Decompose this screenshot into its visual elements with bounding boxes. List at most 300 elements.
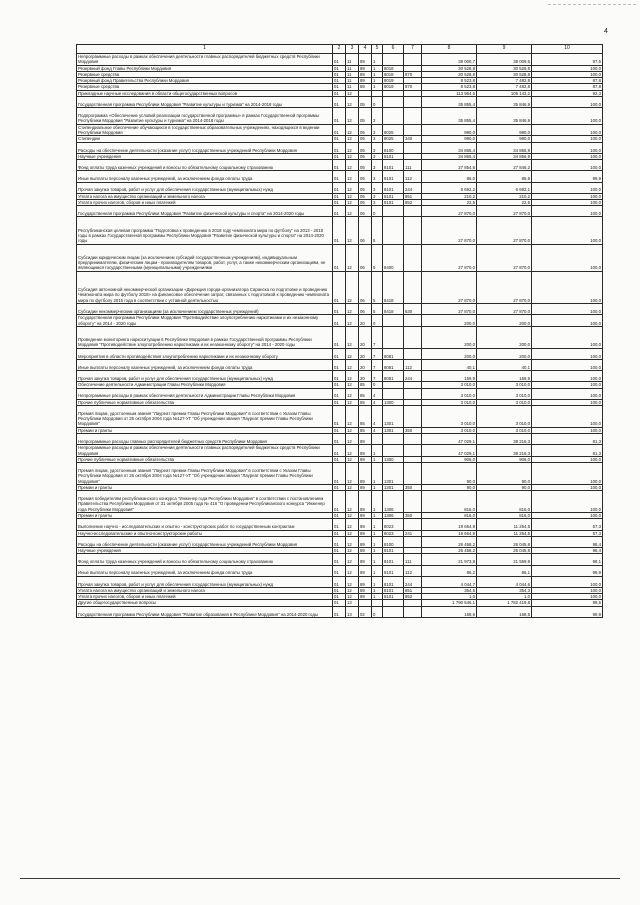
section-code: 01 (333, 606, 346, 617)
expense-type-code: 852 (404, 200, 422, 206)
execution-percent: 100,0 (532, 108, 603, 125)
program-code: 89 (359, 554, 372, 565)
subsection-code: 12 (346, 142, 359, 153)
program-code: 89 (359, 463, 372, 485)
program-code: 89 (359, 54, 372, 66)
execution-percent: 100,0 (532, 359, 603, 370)
section-code: 01 (333, 405, 346, 427)
subprogram-code: 7 (372, 326, 383, 348)
execution-percent: 92,3 (532, 90, 603, 96)
planned-amount: 200,0 (422, 326, 477, 348)
program-code: 85 (359, 382, 372, 388)
subprogram-code: 1 (372, 519, 383, 530)
executed-amount: 30 528,8 (477, 71, 532, 77)
row-name: Прочие публичные нормативные обязательства (77, 399, 333, 405)
direction-code: 8101 (383, 182, 404, 193)
planned-amount: 47 029,1 (422, 434, 477, 445)
section-code: 01 (333, 427, 346, 433)
subprogram-code: 7 (372, 348, 383, 359)
planned-amount: 21 973,8 (422, 554, 477, 565)
execution-percent: 57,3 (532, 519, 603, 530)
scan-artifact-line (548, 4, 636, 5)
section-code: 01 (333, 536, 346, 547)
planned-amount: 906,0 (422, 456, 477, 462)
program-code: 89 (359, 536, 372, 547)
execution-percent: 100,0 (532, 65, 603, 71)
expense-type-code (404, 326, 422, 348)
planned-amount: 19 664,9 (422, 519, 477, 530)
row-name: Государственная программа Республики Мордовия "Развитие культуры и туризма" на 2014-2018 годы (77, 97, 333, 108)
section-code: 01 (333, 445, 346, 457)
subprogram-code: 3 (372, 142, 383, 153)
subprogram-code: 3 (372, 160, 383, 171)
program-code: 05 (359, 97, 372, 108)
execution-percent: 97,5 (532, 54, 603, 66)
program-code: 89 (359, 65, 372, 71)
section-code: 01 (333, 315, 346, 327)
execution-percent: 87,8 (532, 84, 603, 90)
program-code: 89 (359, 491, 372, 513)
execution-percent: 100,0 (532, 182, 603, 193)
page-number: 4 (604, 28, 608, 35)
section-code: 01 (333, 193, 346, 199)
program-code: 89 (359, 84, 372, 90)
subprogram-code: 1 (372, 548, 383, 554)
direction-code: 8023 (383, 530, 404, 536)
program-code: 20 (359, 371, 372, 382)
executed-amount: 38 216,3 (477, 434, 532, 445)
planned-amount: 90,0 (422, 463, 477, 485)
subprogram-code: 0 (372, 606, 383, 617)
direction-code (383, 445, 404, 457)
column-header-2: 2 (333, 45, 346, 54)
subsection-code: 12 (346, 388, 359, 399)
table-row (77, 519, 603, 530)
row-name: Научные учреждения (77, 153, 333, 159)
executed-amount: 35 846,9 (477, 97, 532, 108)
planned-amount: 990,0 (422, 124, 477, 136)
direction-code (383, 434, 404, 445)
executed-amount: 816,0 (477, 491, 532, 513)
execution-percent: 100,0 (532, 142, 603, 153)
row-name: Фонд оплаты труда казенных учреждений и взносы по обязательному социальному страхованию (77, 554, 333, 565)
program-code: 89 (359, 548, 372, 554)
planned-amount: 159,9 (422, 371, 477, 382)
program-code: 06 (359, 206, 372, 217)
section-code: 01 (333, 576, 346, 587)
subsection-code: 12 (346, 587, 359, 593)
executed-amount: 168,5 (477, 606, 532, 617)
section-code: 01 (333, 456, 346, 462)
subsection-code: 12 (346, 153, 359, 159)
direction-code: 1306 (383, 491, 404, 513)
row-name: Непрограммные расходы в рамках обеспечения деятельности главных распорядителей бюджетных средств Республики Мордовия (77, 54, 333, 66)
executed-amount: 105 143,2 (477, 90, 532, 96)
row-name: Иные выплаты персоналу казенных учреждений, за исключением фонда оплаты труда (77, 565, 333, 576)
section-code: 01 (333, 65, 346, 71)
subsection-code: 12 (346, 463, 359, 485)
direction-code: 8081 (383, 371, 404, 382)
planned-amount: 27 854,6 (422, 160, 477, 171)
direction-code: 8101 (383, 548, 404, 554)
expense-type-code (404, 463, 422, 485)
program-code: 89 (359, 576, 372, 587)
section-code: 01 (333, 359, 346, 370)
execution-percent: 100,0 (532, 405, 603, 427)
subprogram-code: 3 (372, 136, 383, 142)
program-code: 06 (359, 271, 372, 303)
table-row (77, 54, 603, 66)
row-name: Научные учреждения (77, 548, 333, 554)
subsection-code: 12 (346, 315, 359, 327)
program-code: 05 (359, 200, 372, 206)
section-code: 01 (333, 244, 346, 271)
planned-amount: 113 964,5 (422, 90, 477, 96)
program-code: 06 (359, 217, 372, 244)
direction-code: 8081 (383, 359, 404, 370)
subsection-code: 12 (346, 456, 359, 462)
direction-code: 8101 (383, 554, 404, 565)
executed-amount: 6 692,1 (477, 182, 532, 193)
direction-code: 8019 (383, 84, 404, 90)
executed-amount: 90,0 (477, 463, 532, 485)
column-header-3: 3 (346, 45, 359, 54)
section-code: 01 (333, 171, 346, 182)
executed-amount: 7 482,8 (477, 84, 532, 90)
expense-type-code (404, 271, 422, 303)
subprogram-code: 3 (372, 124, 383, 136)
execution-percent: 100,0 (532, 153, 603, 159)
column-header-9: 9 (477, 45, 532, 54)
planned-amount: 26 458,2 (422, 548, 477, 554)
subsection-code: 12 (346, 160, 359, 171)
program-code: 85 (359, 427, 372, 433)
section-code: 01 (333, 160, 346, 171)
expense-type-code (404, 108, 422, 125)
row-name: Государственная программа Республики Мордовия "Противодействие злоупотреблению наркотиками и их незаконному обороту" на 2014 - 2020 годы (77, 315, 333, 327)
subprogram-code: 1 (372, 456, 383, 462)
planned-amount: 6 692,2 (422, 182, 477, 193)
execution-percent: 100,0 (532, 348, 603, 359)
row-name: Прочая закупка товаров, работ и услуг для обеспечения государственных (муниципальных) нужд (77, 182, 333, 193)
expense-type-code: 244 (404, 371, 422, 382)
subsection-code: 12 (346, 182, 359, 193)
table-row (77, 606, 603, 617)
subprogram-code: 4 (372, 427, 383, 433)
program-code: 89 (359, 519, 372, 530)
expense-type-code (404, 606, 422, 617)
planned-amount: 816,0 (422, 513, 477, 519)
section-code: 01 (333, 587, 346, 593)
planned-amount: 27 870,0 (422, 304, 477, 315)
column-header-8: 8 (422, 45, 477, 54)
subsection-code: 12 (346, 206, 359, 217)
expense-type-code: 350 (404, 427, 422, 433)
subprogram-code: 4 (372, 399, 383, 405)
row-name: Государственная программа Республики Мордовия "Развитие образования в Республике Мордовия" на 2014-2020 годы (77, 606, 333, 617)
row-name: Другие общегосударственные вопросы (77, 600, 333, 606)
direction-code: 8418 (383, 271, 404, 303)
subprogram-code: 5 (372, 217, 383, 244)
table-row (77, 206, 603, 217)
row-name: Стипендиальное обеспечение обучающихся в государственных образовательных учреждениях, находящихся в ведении Республики Мордовия (77, 124, 333, 136)
table-row (77, 359, 603, 370)
table-row (77, 445, 603, 457)
section-code: 01 (333, 108, 346, 125)
direction-code: 1301 (383, 463, 404, 485)
program-code: 89 (359, 445, 372, 457)
expense-type-code (404, 217, 422, 244)
direction-code: 8019 (383, 78, 404, 84)
row-name: Премия лицам, удостоенным звания "Лауреат премии Главы Республики Мордовия" в соответствии с Указом Главы Республики Мордовия от 26 октября 2004 года №127-УГ "Об учреждении звания "Лауреат премии Главы Республики Мордовия" (77, 405, 333, 427)
column-header-1: 1 (77, 45, 333, 54)
subprogram-code: 1 (372, 54, 383, 66)
section-code: 01 (333, 271, 346, 303)
execution-percent: 100,0 (532, 576, 603, 587)
section-code: 01 (333, 153, 346, 159)
row-name: Иные выплаты персоналу казенных учреждений, за исключением фонда оплаты труда (77, 171, 333, 182)
program-code: 89 (359, 587, 372, 593)
planned-amount: 200,0 (422, 348, 477, 359)
subsection-code: 12 (346, 519, 359, 530)
executed-amount: 38 009,6 (477, 54, 532, 66)
executed-amount: 3 010,0 (477, 405, 532, 427)
direction-code: 8025 (383, 136, 404, 142)
expense-type-code: 630 (404, 304, 422, 315)
direction-code: 8101 (383, 193, 404, 199)
table-row (77, 97, 603, 108)
direction-code (383, 217, 404, 244)
table-row (77, 388, 603, 399)
planned-amount: 3 010,0 (422, 388, 477, 399)
executed-amount: 200,0 (477, 326, 532, 348)
column-header-7: 7 (404, 45, 422, 54)
direction-code (383, 54, 404, 66)
executed-amount: 200,0 (477, 348, 532, 359)
expense-type-code (404, 536, 422, 547)
subsection-code: 12 (346, 536, 359, 547)
program-code: 06 (359, 244, 372, 271)
executed-amount: 34 856,9 (477, 142, 532, 153)
table-row (77, 536, 603, 547)
executed-amount: 26 045,8 (477, 548, 532, 554)
execution-percent: 100,0 (532, 244, 603, 271)
direction-code: 8400 (383, 244, 404, 271)
direction-code (383, 326, 404, 348)
execution-percent: 100,0 (532, 491, 603, 513)
table-row (77, 315, 603, 327)
subsection-code: 12 (346, 90, 359, 96)
executed-amount: 990,0 (477, 136, 532, 142)
executed-amount: 27 870,0 (477, 217, 532, 244)
table-row (77, 160, 603, 171)
section-code: 01 (333, 90, 346, 96)
expense-type-code: 111 (404, 160, 422, 171)
program-code: 05 (359, 193, 372, 199)
executed-amount: 34 856,9 (477, 153, 532, 159)
subprogram-code: 3 (372, 200, 383, 206)
subsection-code: 12 (346, 548, 359, 554)
subsection-code: 12 (346, 382, 359, 388)
expense-type-code: 852 (404, 594, 422, 600)
executed-amount: 27 846,2 (477, 160, 532, 171)
subsection-code: 12 (346, 171, 359, 182)
program-code: 05 (359, 142, 372, 153)
section-code: 01 (333, 348, 346, 359)
subsection-code: 12 (346, 576, 359, 587)
execution-percent: 99,9 (532, 606, 603, 617)
section-code: 01 (333, 371, 346, 382)
executed-amount: 990,0 (477, 124, 532, 136)
execution-percent: 87,8 (532, 78, 603, 84)
direction-code: 8418 (383, 304, 404, 315)
table-row (77, 554, 603, 565)
expense-type-code (404, 54, 422, 66)
subsection-code: 12 (346, 399, 359, 405)
section-code: 01 (333, 484, 346, 490)
subprogram-code: 1 (372, 554, 383, 565)
execution-percent: 100,0 (532, 71, 603, 77)
bottom-scan-rule (20, 878, 620, 879)
planned-amount: 3 010,0 (422, 427, 477, 433)
executed-amount: 3 010,0 (477, 388, 532, 399)
planned-amount: 8 523,8 (422, 84, 477, 90)
subprogram-code: 3 (372, 108, 383, 125)
execution-percent: 100,0 (532, 388, 603, 399)
subprogram-code: 1 (372, 491, 383, 513)
row-name: Уплата налога на имущество организаций и земельного налога (77, 193, 333, 199)
row-name: Прочие публичные нормативные обязательства (77, 456, 333, 462)
execution-percent: 100,0 (532, 587, 603, 593)
row-name: Прочая закупка товаров, работ и услуг для обеспечения государственных (муниципальных) нужд (77, 576, 333, 587)
executed-amount: 27 870,0 (477, 206, 532, 217)
direction-code: 1301 (383, 405, 404, 427)
planned-amount: 47 029,1 (422, 445, 477, 457)
subsection-code: 12 (346, 359, 359, 370)
direction-code: 8101 (383, 565, 404, 576)
expense-type-code (404, 206, 422, 217)
section-code: 01 (333, 491, 346, 513)
expense-type-code: 851 (404, 193, 422, 199)
program-code: 05 (359, 182, 372, 193)
program-code: 89 (359, 434, 372, 445)
planned-amount: 990,0 (422, 136, 477, 142)
execution-percent: 100,0 (532, 463, 603, 485)
planned-amount: 34 865,4 (422, 142, 477, 153)
direction-code: 8100 (383, 536, 404, 547)
section-code: 01 (333, 594, 346, 600)
subprogram-code: 5 (372, 304, 383, 315)
planned-amount: 200,0 (422, 315, 477, 327)
subsection-code: 12 (346, 304, 359, 315)
row-name: Субсидия автономной некоммерческой организации «Дирекция города-организатора Саранска по подготовке и проведению Чемпионата мира по футболу 2018» на финансовое обеспечение затрат, связанных с подготовкой к проведению чемпионата мира по футболу 2015 года в соответствии с уставной деятельностью (77, 271, 333, 303)
planned-amount: 35 855,4 (422, 97, 477, 108)
row-name: Резервный фонд Правительства Республики Мордовия (77, 78, 333, 84)
section-code: 01 (333, 513, 346, 519)
row-name: Фонд оплаты труда казенных учреждений и взносы по обязательному социальному страхованию (77, 160, 333, 171)
execution-percent: 100,0 (532, 326, 603, 348)
subsection-code: 11 (346, 54, 359, 66)
executed-amount: 1 782 419,8 (477, 600, 532, 606)
section-code: 01 (333, 600, 346, 606)
expense-type-code: 340 (404, 136, 422, 142)
expense-type-code (404, 491, 422, 513)
table-row (77, 565, 603, 576)
execution-percent: 100,0 (532, 97, 603, 108)
subsection-code: 12 (346, 513, 359, 519)
subsection-code: 12 (346, 124, 359, 136)
row-name: Обеспечение деятельности Администрации Главы Республики Мордовия (77, 382, 333, 388)
program-code: 89 (359, 78, 372, 84)
subprogram-code: 0 (372, 382, 383, 388)
subprogram-code: 1 (372, 484, 383, 490)
execution-percent: 99,9 (532, 171, 603, 182)
subsection-code: 12 (346, 554, 359, 565)
executed-amount: 11 264,5 (477, 519, 532, 530)
execution-percent: 100,0 (532, 136, 603, 142)
subsection-code: 12 (346, 445, 359, 457)
program-code: 20 (359, 326, 372, 348)
section-code: 01 (333, 326, 346, 348)
row-name: Прикладные научные исследования в области общегосударственных вопросов (77, 90, 333, 96)
program-code: 05 (359, 108, 372, 125)
subprogram-code: 1 (372, 71, 383, 77)
expense-type-code: 870 (404, 84, 422, 90)
section-code: 01 (333, 78, 346, 84)
planned-amount: 27 870,0 (422, 217, 477, 244)
executed-amount: 86,1 (477, 565, 532, 576)
direction-code: 8101 (383, 171, 404, 182)
subprogram-code: 4 (372, 388, 383, 399)
subsection-code: 12 (346, 271, 359, 303)
subprogram-code: 1 (372, 463, 383, 485)
subsection-code: 12 (346, 594, 359, 600)
section-code: 01 (333, 388, 346, 399)
table-row (77, 348, 603, 359)
program-code: 05 (359, 153, 372, 159)
section-code: 01 (333, 136, 346, 142)
column-header-5: 5 (372, 45, 383, 54)
section-code: 01 (333, 97, 346, 108)
expense-type-code: 350 (404, 484, 422, 490)
planned-amount: 27 870,0 (422, 206, 477, 217)
section-code: 01 (333, 200, 346, 206)
expense-type-code (404, 445, 422, 457)
section-code: 01 (333, 434, 346, 445)
table-row (77, 217, 603, 244)
direction-code: 8100 (383, 142, 404, 153)
subprogram-code: 0 (372, 97, 383, 108)
planned-amount: 27 870,0 (422, 244, 477, 271)
subprogram-code: 3 (372, 171, 383, 182)
executed-amount: 38 216,3 (477, 445, 532, 457)
expense-type-code: 350 (404, 513, 422, 519)
execution-percent: 99,9 (532, 565, 603, 576)
subsection-code: 13 (346, 606, 359, 617)
executed-amount: 90,0 (477, 484, 532, 490)
subprogram-code: 1 (372, 445, 383, 457)
subsection-code: 12 (346, 217, 359, 244)
executed-amount: 30 528,8 (477, 65, 532, 71)
table-row (77, 244, 603, 271)
expense-type-code: 244 (404, 182, 422, 193)
executed-amount: 159,9 (477, 371, 532, 382)
direction-code: 1301 (383, 427, 404, 433)
program-code: 20 (359, 348, 372, 359)
execution-percent: 100,0 (532, 217, 603, 244)
subprogram-code: 1 (372, 530, 383, 536)
expense-type-code (404, 388, 422, 399)
